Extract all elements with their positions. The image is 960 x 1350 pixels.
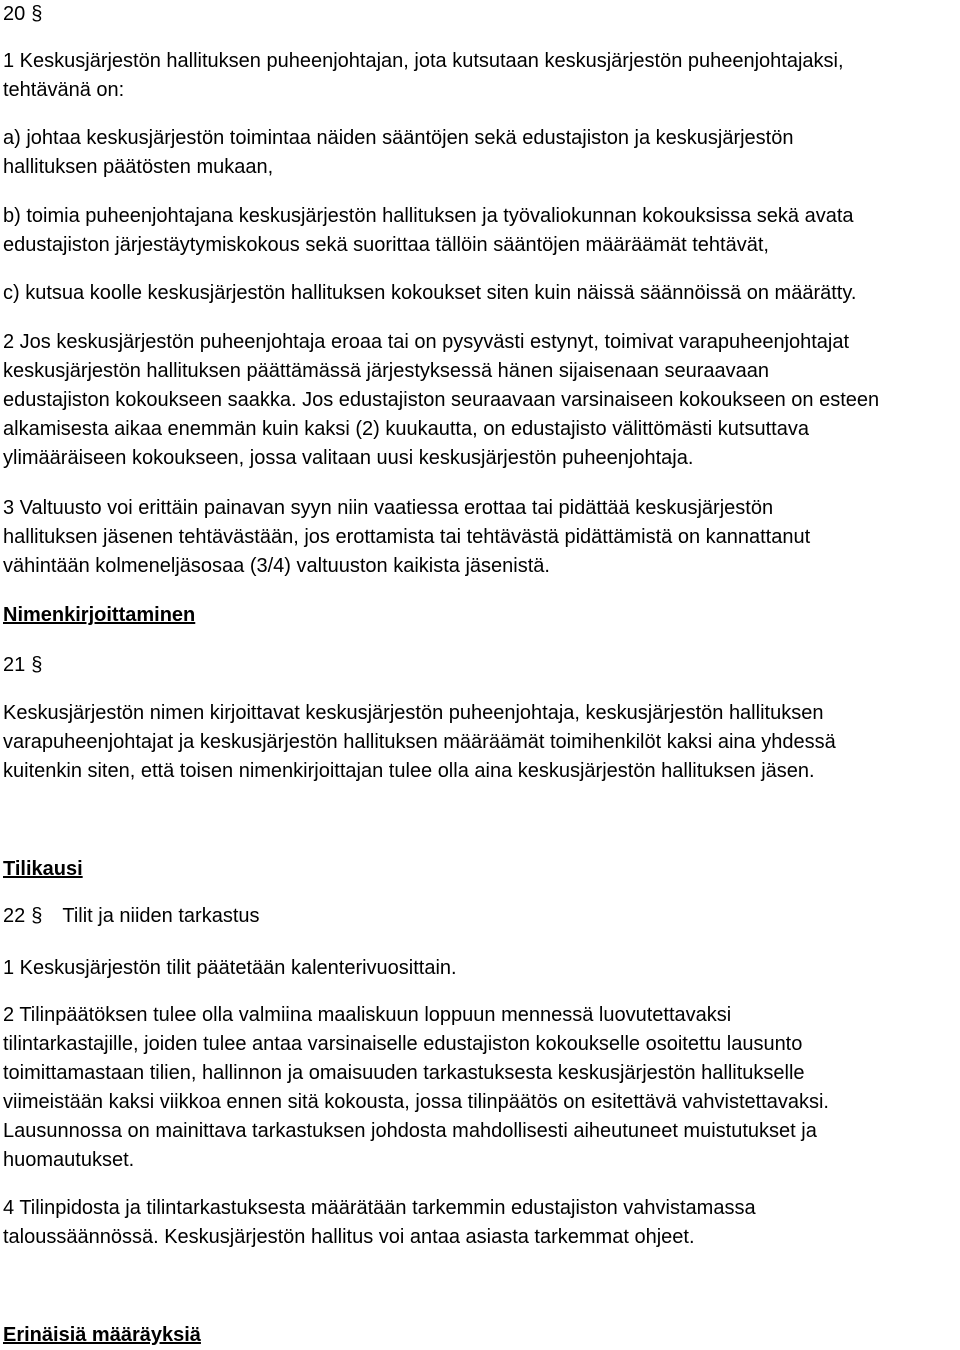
paragraph-22-2 [3,1001,959,1175]
paragraph-20-3 [3,494,959,581]
section-number: 21 [3,654,26,676]
list-item-b [3,202,959,260]
paragraph-22-4 [3,1194,959,1252]
paragraph-22-1 [3,954,959,983]
section-symbol: § [31,654,43,676]
paragraph-line: viimeistään kaksi viikkoa ennen sitä kokousta, jossa tilinpäätös on esitettävä vahvistettavaksi. [3,1091,829,1113]
paragraph-line: 4 Tilinpidosta ja tilintarkastuksesta määrätään tarkemmin edustajiston vahvistamassa [3,1197,756,1219]
section-symbol: § [31,905,43,927]
paragraph-line: b) toimia puheenjohtajana keskusjärjestön hallituksen ja työvaliokunnan kokouksissa sekä avata [3,205,854,227]
section-22-header [3,902,959,931]
paragraph-line: varapuheenjohtajat ja keskusjärjestön hallituksen määräämät toimihenkilöt kaksi aina yhdessä [3,731,836,753]
paragraph-line: hallituksen jäsenen tehtävästään, jos erottamista tai tehtävästä pidättämistä on kannattanut [3,526,811,548]
section-20-header [3,0,959,29]
section-title: Tilit ja niiden tarkastus [62,905,260,927]
paragraph-line: 2 Jos keskusjärjestön puheenjohtaja eroaa tai on pysyvästi estynyt, toimivat varapuheenjohtajat [3,331,850,353]
paragraph-20-2 [3,328,959,473]
paragraph-line: edustajiston kokoukseen saakka. Jos edustajiston seuraavaan varsinaiseen kokoukseen on esteen [3,389,880,411]
section-number: 20 [3,3,26,25]
section-number: 22 [3,905,26,927]
paragraph-line: ylimääräiseen kokoukseen, jossa valitaan uusi keskusjärjestön puheenjohtaja. [3,447,694,469]
paragraph-line: alkamisesta aikaa enemmän kuin kaksi (2) kuukautta, on edustajisto välittömästi kutsuttava [3,418,809,440]
paragraph-line: tilintarkastajille, joiden tulee antaa varsinaiselle edustajiston kokoukselle osoitettu lausunto [3,1033,803,1055]
paragraph-line: keskusjärjestön hallituksen päättämässä järjestyksessä hänen sijaisenaan seuraavaan [3,360,769,382]
heading-erinaisia-maarayksia: Erinäisiä määräyksiä [3,1324,201,1346]
paragraph-line: c) kutsua koolle keskusjärjestön hallituksen kokoukset siten kuin näissä säännöissä on määrätty. [3,282,857,304]
paragraph-20-1 [3,47,959,105]
section-21-header [3,651,959,680]
paragraph-line: 3 Valtuusto voi erittäin painavan syyn niin vaatiessa erottaa tai pidättää keskusjärjestön [3,497,774,519]
paragraph-line: edustajiston järjestäytymiskokous sekä suorittaa tällöin sääntöjen määräämät tehtävät, [3,234,769,256]
section-symbol: § [31,3,43,25]
paragraph-line: a) johtaa keskusjärjestön toimintaa näiden sääntöjen sekä edustajiston ja keskusjärjestön [3,127,794,149]
paragraph-line: huomautukset. [3,1149,135,1171]
paragraph-line: tehtävänä on: [3,79,125,101]
heading-nimenkirjoittaminen: Nimenkirjoittaminen [3,604,196,626]
paragraph-21 [3,699,959,786]
paragraph-line: 1 Keskusjärjestön hallituksen puheenjohtajan, jota kutsutaan keskusjärjestön puheenjohtajaksi, [3,50,844,72]
paragraph-line: taloussäännössä. Keskusjärjestön hallitus voi antaa asiasta tarkemmat ohjeet. [3,1226,695,1248]
paragraph-line: 2 Tilinpäätöksen tulee olla valmiina maaliskuun loppuun mennessä luovutettavaksi [3,1004,732,1026]
list-item-a [3,124,959,182]
list-item-c [3,279,959,308]
paragraph-line: Lausunnossa on mainittava tarkastuksen johdosta mahdollisesti aiheutuneet muistutukset ja [3,1120,817,1142]
paragraph-line: Keskusjärjestön nimen kirjoittavat keskusjärjestön puheenjohtaja, keskusjärjestön hallituksen [3,702,824,724]
paragraph-line: hallituksen päätösten mukaan, [3,156,274,178]
heading-tilikausi: Tilikausi [3,858,83,880]
paragraph-line: kuitenkin siten, että toisen nimenkirjoittajan tulee olla aina keskusjärjestön hallituksen jäsen. [3,760,815,782]
paragraph-line: 1 Keskusjärjestön tilit päätetään kalenterivuosittain. [3,957,457,979]
paragraph-line: toimittamastaan tilien, hallinnon ja omaisuuden tarkastuksesta keskusjärjestön hallitukselle [3,1062,805,1084]
paragraph-line: vähintään kolmeneljäsosaa (3/4) valtuuston kaikista jäsenistä. [3,555,550,577]
